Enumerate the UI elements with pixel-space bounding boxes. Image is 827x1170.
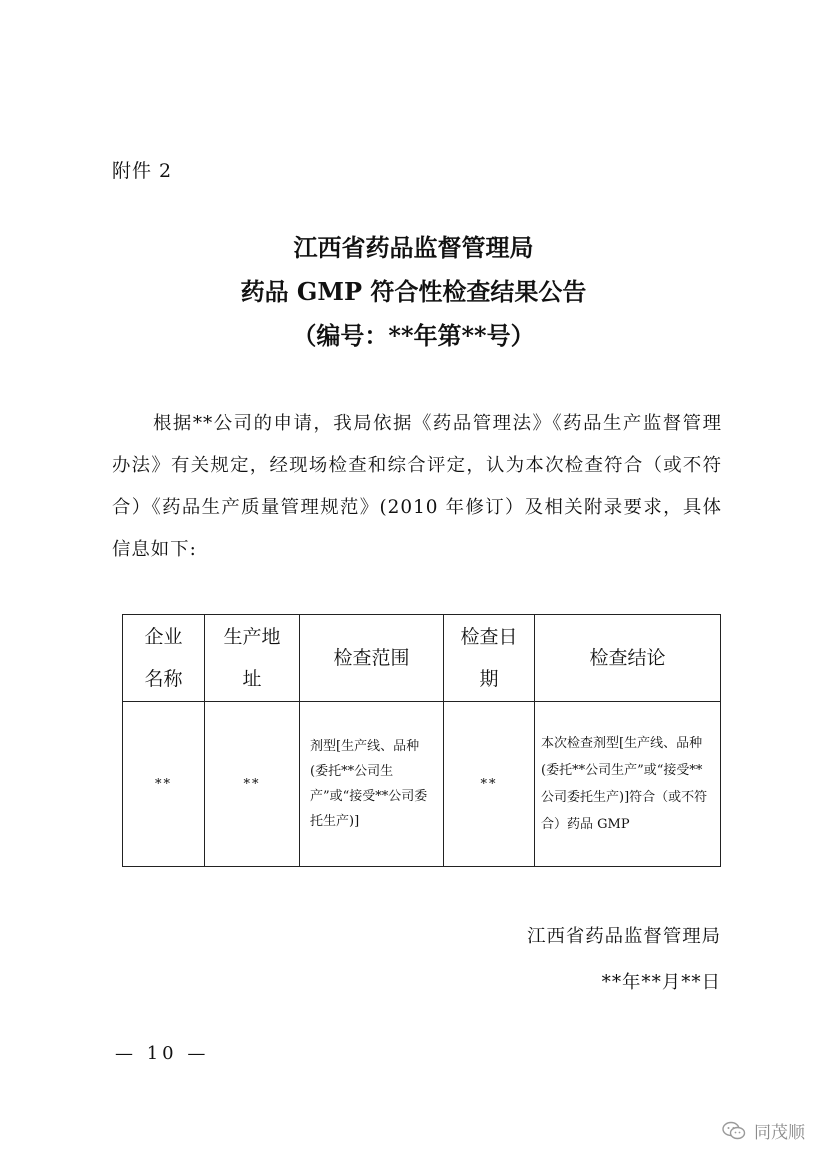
header-company-line-1: 企业	[144, 626, 183, 648]
attachment-label: 附件 2	[112, 160, 173, 182]
header-company-line-2: 名称	[144, 668, 183, 690]
page-number: — 10 —	[115, 1043, 210, 1064]
title-line-1: 江西省药品监督管理局	[293, 233, 534, 262]
body-paragraph: 根据**公司的申请，我局依据《药品管理法》《药品生产监督管理办法》有关规定，经现场检查和综合评定，认为本次检查符合（或不符合）《药品生产质量管理规范》(2010 年修订）及相关附录要求，具体信息如下:	[112, 413, 722, 560]
header-company-name	[123, 615, 205, 702]
signature-block	[527, 914, 721, 1006]
header-address	[205, 615, 300, 702]
cell-conclusion: 本次检查剂型[生产线、品种(委托**公司生产”或“接受**公司委托生产)]符合（或不符合）药品 GMP	[535, 702, 721, 867]
header-date-line-2: 期	[479, 668, 499, 690]
header-date-line-1: 检查日	[460, 626, 518, 648]
header-address-line-1: 生产地	[223, 626, 281, 648]
announcement-title	[0, 226, 827, 358]
watermark	[722, 1118, 805, 1143]
cell-company: **	[123, 702, 205, 867]
header-scope: 检查范围	[300, 615, 444, 702]
title-line-3: （编号：**年第**号）	[292, 321, 535, 350]
table-row	[123, 702, 721, 867]
cell-scope: 剂型[生产线、品种(委托**公司生产”或“接受**公司委托生产)]	[300, 702, 444, 867]
header-address-line-2: 址	[242, 668, 262, 690]
title-line-2: 药品 GMP 符合性检查结果公告	[240, 277, 587, 306]
header-conclusion: 检查结论	[535, 615, 721, 702]
wechat-icon	[722, 1121, 746, 1141]
inspection-result-table	[122, 614, 721, 867]
signature-date: **年**月**日	[601, 972, 721, 993]
watermark-text: 同茂顺	[754, 1123, 805, 1143]
cell-address: **	[205, 702, 300, 867]
cell-date: **	[444, 702, 535, 867]
header-date	[444, 615, 535, 702]
table-header-row	[123, 615, 721, 702]
signature-org: 江西省药品监督管理局	[527, 926, 721, 947]
